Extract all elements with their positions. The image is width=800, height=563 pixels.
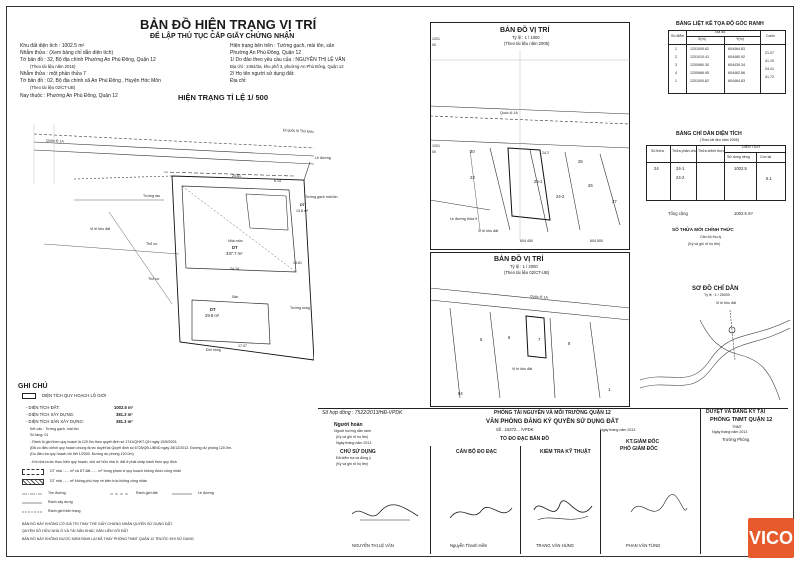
overview-scale: Tỷ lệ : 1 / 25000 xyxy=(704,293,730,297)
area-total-value: 1002.5 m² xyxy=(734,211,753,216)
legend-line-label: Lề đường xyxy=(198,491,214,495)
info-line: 1/ Do đảo theo yêu cầu của : NGUYỄN THỊ LỆ VÂN xyxy=(230,57,346,63)
office-2: VĂN PHÒNG ĐĂNG KÝ QUYỀN SỬ DỤNG ĐẤT xyxy=(486,419,619,425)
info-line: Hiện trạng bên trên : Tường gạch, mái tôn, sân xyxy=(230,43,335,49)
plan-label-dt3: DT xyxy=(210,307,216,312)
plan-label-duong-long: Đời hồng xyxy=(206,348,221,352)
parcel-number: 20 xyxy=(470,149,475,154)
coord-cell: 604439.34 xyxy=(728,63,745,67)
signature-inspector xyxy=(530,490,596,530)
coord-header: Số điểm xyxy=(671,34,685,38)
coord-cell: 1 xyxy=(675,47,677,51)
legend-swatch xyxy=(22,393,36,399)
info-line: (Theo tài liệu 02/CT-UB) xyxy=(30,85,76,90)
coord-cell: 1200960.30 xyxy=(690,63,709,67)
overview-title: SƠ ĐỒ CHỈ DẪN xyxy=(692,286,739,292)
plan-label-dt1-val: 13.8 m² xyxy=(296,209,309,213)
plan-dim-top: 20.81 xyxy=(232,174,241,178)
note-line: (Du điều tra quy hoạch chi tiết 1/2000. Đường dự phóng 120.0m) xyxy=(30,452,134,456)
parcel-number: 27 xyxy=(612,199,617,204)
footer-note: BẢN ĐỒ NÀY KHÔNG ĐƯỢC KIỂM ĐỊNH LẠI ĐÃ THAY PHÒNG TNMT QUẬN 12 TRƯỚC KHI SỬ DỤNG xyxy=(22,537,194,541)
sender-label: Người hoàn xyxy=(334,422,363,428)
plan-dim-bottom: 17.07 xyxy=(238,344,247,348)
legend-line-label: Ranh xây dựng xyxy=(48,500,73,504)
map-1000-le-duong: Lề đường thừa 9 xyxy=(450,217,478,221)
office-1: PHÒNG TÀI NGUYÊN VÀ MÔI TRƯỜNG QUẬN 12 xyxy=(494,410,611,416)
map-2000-vi-tri: Vị trí khu đất xyxy=(512,367,533,371)
area-cell: 1002.5 xyxy=(734,166,747,171)
parcel-number: 7 xyxy=(538,337,541,342)
coord-table-title: BẢNG LIỆT KÊ TỌA ĐỘ GÓC RANH xyxy=(676,21,764,27)
overview-vi-tri: Vị trí khu đất xyxy=(716,301,737,305)
note-line: - Ranh lộ giới theo quy hoạch là 120.0m theo quyết định số 1741/QHKT-QH ngày 15/5/2003. xyxy=(30,440,178,444)
dang-ky-date: Ngày tháng năm 2013 xyxy=(712,430,748,434)
parcel-number: 8 xyxy=(568,341,571,346)
parcel-number: 5 xyxy=(480,337,483,342)
stamp-sign: (Ký và ghi rõ họ tên) xyxy=(688,242,721,246)
info-line: Địa chỉ: xyxy=(230,78,247,84)
note-line: Kết cấu : Tường gạch, mái tôn xyxy=(30,427,79,431)
signer-name: TRANG VĂN HÙNG xyxy=(536,543,574,548)
truong-phong-label: Trưởng Phòng xyxy=(722,437,750,442)
plan-dim-b: 13.61 xyxy=(293,261,302,265)
parcel-number: 25 xyxy=(578,159,583,164)
map-1000-drawing xyxy=(430,50,630,240)
map-1000-coord: 00 xyxy=(432,43,436,47)
coord-cell: 1200966.95 xyxy=(690,71,709,75)
area-row-label: - DIỆN TÍCH SÀN XÂY DỰNG: xyxy=(26,419,84,424)
plan-label-tuong-song: Tường song xyxy=(290,306,310,310)
coord-cell: 1201010.41 xyxy=(690,55,709,59)
info-line: (Theo tài liệu năm 2015) xyxy=(30,64,76,69)
plan-label-san: Sân xyxy=(232,295,239,299)
overview-drawing xyxy=(640,300,790,405)
map-1000-coord: 1201 xyxy=(432,144,440,148)
info-line: Tờ bản đồ : 02, Bộ địa chính xã An Phú Đông , Huyện Hóc Môn xyxy=(20,78,161,84)
map-1000-coord: 604 500 xyxy=(590,239,603,243)
plan-label-thu-cu-2: Thổ cư xyxy=(148,277,160,281)
info-line: Nay thuộc : Phường An Phú Đông, Quận 12 xyxy=(20,93,118,99)
coord-cell: 1201000.62 xyxy=(690,79,709,83)
plan-label-le-duong: Lề đường xyxy=(315,156,331,160)
area-row-label: - DIỆN TÍCH XÂY DỰNG: xyxy=(26,412,75,417)
coord-cell: 604464.83 xyxy=(728,79,745,83)
map-1000-vi-tri: Vị trí khu đất xyxy=(478,229,499,233)
coord-cell: 3 xyxy=(675,63,677,67)
legend-line-label: Tim đường xyxy=(48,491,66,495)
plan-label-road-top: Quốc lộ 1A xyxy=(45,138,64,144)
reg-number: Số ..15372... /VPDK xyxy=(496,427,534,432)
parcel-number: 1 xyxy=(608,387,611,392)
area-header: Số thửa xyxy=(651,149,664,153)
plan-label-thu-cu-1: Thổ cư xyxy=(146,242,158,246)
coord-cell: 1 xyxy=(675,79,677,83)
kiem-tra-label: KIỂM TRA KỸ THUẬT xyxy=(540,449,591,455)
map-1000-road: Quốc lộ 1A xyxy=(500,111,518,115)
note-line: Số tầng: 01 xyxy=(30,433,49,437)
legend-swatch xyxy=(22,469,44,475)
date-1: Ngày tháng năm 2013 xyxy=(336,441,372,445)
plan-title: HIỆN TRẠNG TỈ LỆ 1/ 500 xyxy=(178,93,269,102)
note-line: DT nhà ...... m² và DT đất ...... m² trong phạm vi quy hoạch không được công nhận xyxy=(50,469,182,473)
map-1000-title: BẢN ĐỒ VỊ TRÍ xyxy=(500,27,550,34)
dang-ky-office: PHÒNG TNMT QUẬN 12 xyxy=(710,417,773,423)
area-header: Còn lại xyxy=(760,155,772,159)
chu-su-dung-sign: (Ký và ghi rõ họ tên) xyxy=(336,462,369,466)
map-2000-source: (Theo tài liệu 02/CT-UB) xyxy=(504,270,550,275)
map-2000-scale: Tỷ lệ : 1 / 2000 xyxy=(510,264,538,269)
area-row-value: 381.3 m² xyxy=(116,419,133,424)
area-table-subtitle: (Theo tài liệu năm 2005) xyxy=(700,138,739,142)
coord-cell: 604462.66 xyxy=(728,71,745,75)
note-line: (Đã có điều chỉnh quy hoạch chung được duyệt tại Quyết định số 6728/QĐ-UBND ngày 28/12/2012. Đường dự phóng 120.0m. xyxy=(30,446,232,450)
plan-label-dt1: DT xyxy=(300,203,305,207)
map-1000-scale: Tỷ lệ : 1 / 1000 xyxy=(512,35,540,40)
note-line: DT nhà ...... m² không phù hợp về kiến trúc không công nhận xyxy=(50,479,147,483)
page-title: BẢN ĐỒ HIỆN TRẠNG VỊ TRÍ xyxy=(140,17,317,32)
signer-name: NGUYỄN THỊ LỆ VÂN xyxy=(352,543,394,548)
plan-label-vi-tri: Vị trí khu đất xyxy=(90,227,111,231)
coord-cell: 24.41 xyxy=(765,67,774,71)
legend-line-label: Ranh giới đất xyxy=(136,491,158,495)
plan-label-tuong-gach: Tường gạch mái tôn xyxy=(305,195,338,199)
map-1000-source: (Theo tài liệu năm 2005) xyxy=(504,41,550,46)
handover-sign: (Ký và ghi rõ họ tên) xyxy=(336,435,369,439)
signature-owner xyxy=(350,494,420,530)
coord-cell: 4 xyxy=(675,71,677,75)
area-header: DIỆN TÍCH xyxy=(742,145,760,149)
legend-swatch xyxy=(22,479,44,485)
area-total-label: Tổng cộng xyxy=(668,211,688,216)
footer-note: BẢN ĐỒ NÀY KHÔNG CÓ GIÁ TRỊ THAY THẾ GIẤY CHỨNG NHẬN QUYỀN SỬ DỤNG ĐẤT. xyxy=(22,522,173,526)
coord-cell: 604480.92 xyxy=(728,55,745,59)
plan-label-dt2: DT xyxy=(232,245,238,250)
area-row-value: 1002.5 m² xyxy=(114,405,134,410)
info-line: Địa chỉ : 2454/3a, khu phố 3, phường An Phú Đông, Quận 12 xyxy=(230,64,344,69)
legend-label: DIỆN TÍCH QUY HOẠCH LỘ GIỚI xyxy=(42,393,107,398)
coord-cell: 21.07 xyxy=(765,51,774,55)
handover-label: Người hướng dẫn ranh xyxy=(334,429,372,433)
area-header: Thửa phân chia xyxy=(672,149,698,153)
parcel-number: 26 xyxy=(588,183,593,188)
watermark-logo: VICO xyxy=(748,518,794,558)
note-line: - Khi nhà nước thực hiện quy hoạch, chủ sở hữu nhà ở, đất ở phải chấp hành theo quy định xyxy=(30,460,177,464)
info-line: Tờ bản đồ : 32, Bộ địa chính Phường An Phú Đông, Quận 12 xyxy=(20,57,156,63)
coord-subheader: X(m) xyxy=(698,37,706,41)
footer-note: QUYỀN SỞ HỮU NHÀ Ở VÀ TÀI SẢN KHÁC GẮN LIỀN VỚI ĐẤT xyxy=(22,529,129,533)
road-center-line xyxy=(34,134,314,148)
coord-cell: 2 xyxy=(675,55,677,59)
signature-surveyor xyxy=(446,494,516,530)
parcel-number: 23 xyxy=(470,175,475,180)
info-line: Khu đất diện tích : 1002.5 m² xyxy=(20,43,85,49)
plan-label-tuong-rao: Tường rào xyxy=(143,194,161,198)
plan-label-dt3-val: 29.8 m² xyxy=(205,313,220,318)
plan-label-dt2-val: 337.7 m² xyxy=(226,251,243,256)
area-header: Thửa chỉnh thức xyxy=(698,149,725,153)
area-header: Sử dụng riêng xyxy=(727,155,750,159)
road-edge-line xyxy=(34,150,314,164)
map-1000-coord: 1201 xyxy=(432,37,440,41)
parcel-number: 6 xyxy=(508,335,511,340)
ghi-chu-title: GHI CHÚ xyxy=(18,383,48,390)
coord-subheader: Y(m) xyxy=(736,37,744,41)
area-row-label: - DIỆN TÍCH ĐẤT: xyxy=(26,405,60,410)
map-2000-title: BẢN ĐỒ VỊ TRÍ xyxy=(494,256,544,263)
coord-header: Cạnh xyxy=(766,34,775,38)
area-cell: 24-2 xyxy=(676,175,685,180)
area-cell: 5.1 xyxy=(766,176,772,181)
stamp-note: Căn bộ thụ lý xyxy=(700,235,722,239)
coord-cell: 1201000.62 xyxy=(690,47,709,51)
chu-su-dung-label: CHỦ SỬ DỤNG xyxy=(340,449,376,455)
info-line: Nhằm thửa : một phần thửa 7 xyxy=(20,71,86,77)
coord-cell: 41.19 xyxy=(765,59,774,63)
pho-giam-doc-label: PHÓ GIÁM ĐỐC xyxy=(620,446,658,452)
signer-name: PHAN VĂN TÙNG xyxy=(626,543,661,548)
legend-line-label: Ranh giới hiện trạng xyxy=(48,509,81,513)
info-line: Nhằm thửa : (Xem bảng chỉ dẫn diện tích) xyxy=(20,50,114,56)
area-table-title: BẢNG CHỈ DẪN DIỆN TÍCH xyxy=(676,131,742,137)
map-1000-coord: 00 xyxy=(432,150,436,154)
stamp-label: SỐ THỬA MỚI CHÍNH THỨC xyxy=(672,227,734,232)
info-line: 2/ Họ tên người sử dụng đất: xyxy=(230,71,295,77)
area-cell: 24 xyxy=(654,166,659,171)
contract-number: Số hợp đồng : 7522/2013/HĐ-VPDK xyxy=(322,410,403,416)
plan-label-nha-mon: Nhà môn xyxy=(228,239,243,243)
signature-deputy xyxy=(625,490,691,530)
coord-cell: 41.72 xyxy=(765,75,774,79)
signer-name: Nguyễn Thanh Hiền xyxy=(450,543,488,548)
plan-label-road-dir: Đi quốc lộ Thủ Đức xyxy=(282,128,315,134)
map-1000-dim: 24.2 xyxy=(542,151,549,155)
coord-cell: 604464.83 xyxy=(728,47,745,51)
dang-ky-title: DUYỆT VÀ ĐĂNG KÝ TẠI xyxy=(706,409,766,415)
chu-su-dung-note: Đã kiểm tra và đồng ý xyxy=(336,456,371,460)
area-row-value: 381.3 m² xyxy=(116,412,133,417)
plan-dim-a: 24.74 xyxy=(230,267,239,271)
kt-giam-doc-label: KT.GIÁM ĐỐC xyxy=(626,439,660,445)
can-bo-label: CÁN BỘ ĐO ĐẠC xyxy=(456,449,497,455)
area-cell: 24-1 xyxy=(676,166,685,171)
parcel-number: 84 xyxy=(458,391,463,396)
plan-dim-c: 6.14 xyxy=(274,179,281,183)
reg-date: Ngày tháng năm 2013 xyxy=(600,428,636,432)
dang-ky-code: TNMT xyxy=(732,425,742,429)
map-1000-coord: 604 450 xyxy=(520,239,533,243)
coord-header: Tọa độ xyxy=(714,30,726,34)
dept-label: TỔ ĐO ĐẠC BẢN ĐỒ xyxy=(500,436,550,442)
parcel-number: 24-1 xyxy=(534,179,543,184)
map-2000-road: Quốc lộ 1A xyxy=(529,294,548,300)
page-subtitle: ĐỂ LẬP THỦ TỤC CẤP GIẤY CHỨNG NHẬN xyxy=(150,33,295,40)
parcel-number: 24-2 xyxy=(556,194,565,199)
info-line: Phường An Phú Đông, Quận 12 xyxy=(230,50,302,56)
